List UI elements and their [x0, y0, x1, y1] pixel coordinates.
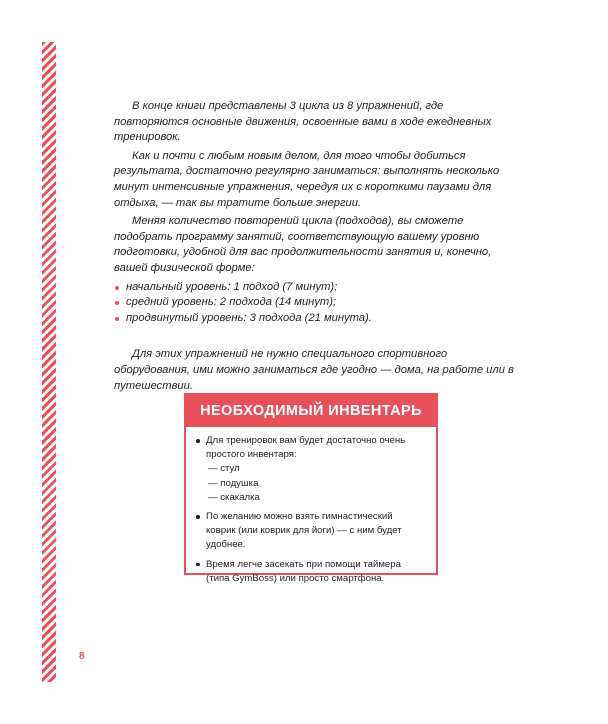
level-advanced: продвинутый уровень: 3 подхода (21 минута). [126, 311, 372, 324]
list-item [114, 280, 514, 296]
paragraph-3: Меняя количество повторений цикла (подходов), вы сможете подобрать программу занятий, соответствующую вашему уровню подготовки, удобной для вас продолжительности занятия и, конечно, вашей физической форме: [114, 215, 492, 274]
closing-paragraph: Для этих упражнений не нужно специального спортивного оборудования, ими можно заниматься где угодно — дома, на работе или в путешествии. [114, 348, 514, 392]
list-item [196, 510, 422, 553]
equipment-timer: Время легче засекать при помощи таймера (типа GymBoss) или просто смартфона. [206, 558, 401, 584]
equipment-chair: — стул [208, 463, 240, 475]
list-item [196, 434, 422, 505]
decorative-stripe [42, 42, 56, 682]
list-item [196, 558, 422, 586]
list-item [114, 311, 514, 327]
equipment-box-title: НЕОБХОДИМЫЙ ИНВЕНТАРЬ [186, 395, 436, 427]
level-beginner: начальный уровень: 1 подход (7 минут); [126, 280, 338, 293]
equipment-pillow: — подушка [208, 477, 259, 489]
bullet-icon [115, 301, 119, 305]
paragraph-1: В конце книги представлены 3 цикла из 8 упражнений, где повторяются основные движения, освоенные вами в ходе ежедневных тренировок. [114, 100, 492, 144]
equipment-box-body [186, 427, 436, 586]
equipment-mat: По желанию можно взять гимнастический коврик (или коврик для йоги) — с ним будет удобнее. [206, 511, 402, 551]
bullet-icon [115, 286, 119, 290]
equipment-intro: Для тренировок вам будет достаточно очень простого инвентаря: [206, 435, 406, 461]
list-item [114, 295, 514, 311]
bullet-icon [196, 563, 200, 567]
equipment-box [184, 393, 438, 584]
paragraph-2: Как и почти с любым новым делом, для того чтобы добиться результата, достаточно регулярно заниматься: выполнять несколько минут интенсивные упражнения, чередуя их с короткими паузами для отдыха, — так вы тратите больше энергии. [114, 149, 500, 209]
bullet-icon [196, 439, 200, 443]
equipment-jump-rope: — скакалка [208, 491, 260, 503]
bullet-icon [115, 317, 119, 321]
page-number: 8 [79, 651, 85, 662]
equipment-sublist [206, 462, 422, 505]
level-intermediate: средний уровень: 2 подхода (14 минут); [126, 296, 337, 309]
body-text [114, 99, 514, 397]
levels-list [114, 280, 514, 327]
bullet-icon [196, 515, 200, 519]
